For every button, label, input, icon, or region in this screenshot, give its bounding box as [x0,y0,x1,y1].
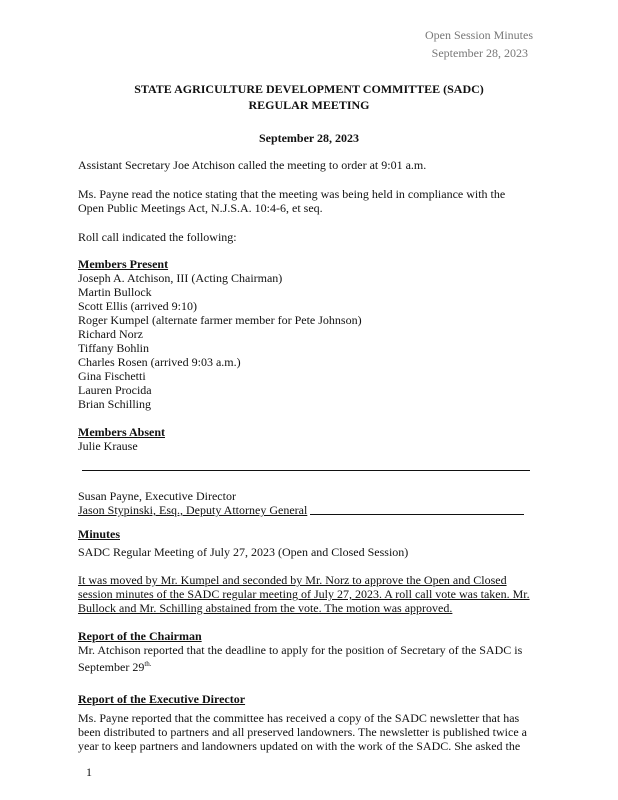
member-present: Gina Fischetti [78,369,146,383]
member-present: Richard Norz [78,327,143,341]
minutes-motion-line-3: Bullock and Mr. Schilling abstained from the vote. The motion was approved. [78,601,453,615]
chairman-report-line-1: Mr. Atchison reported that the deadline to apply for the position of Secretary of the SADC is [78,643,523,657]
minutes-motion-line-2: session minutes of the SADC regular meeting of July 27, 2023. A roll call vote was taken. Mr. [78,587,530,601]
director-report-line-3: year to keep partners and landowners updated on with the work of the SADC. She asked the [78,739,521,753]
document-title: STATE AGRICULTURE DEVELOPMENT COMMITTEE (SADC) [134,82,484,96]
director-report-line-2: been distributed to partners and all preserved landowners. The newsletter is published twice a [78,725,527,739]
notice-line-1: Ms. Payne read the notice stating that the meeting was being held in compliance with the [78,187,506,201]
staff-executive-director: Susan Payne, Executive Director [78,489,236,503]
member-present: Tiffany Bohlin [78,341,150,355]
page-number: 1 [86,765,92,779]
running-header-date: September 28, 2023 [431,46,528,60]
document-subtitle: REGULAR MEETING [248,98,370,112]
ordinal-suffix: th. [144,660,152,668]
members-absent-heading: Members Absent [78,425,165,439]
members-present-heading: Members Present [78,257,169,271]
member-absent: Julie Krause [78,439,138,453]
staff-deputy-attorney-general: Jason Stypinski, Esq., Deputy Attorney General [78,503,308,517]
director-report-heading: Report of the Executive Director [78,692,246,706]
director-report-line-1: Ms. Payne reported that the committee has received a copy of the SADC newsletter that has [78,711,520,725]
roll-call: Roll call indicated the following: [78,230,237,244]
minutes-subject: SADC Regular Meeting of July 27, 2023 (Open and Closed Session) [78,545,409,559]
chairman-report-date: September 29 [78,660,145,674]
chairman-report-line-2 [78,657,152,674]
member-present: Martin Bullock [78,285,152,299]
member-present: Joseph A. Atchison, III (Acting Chairman) [78,271,283,285]
notice-line-2: Open Public Meetings Act, N.J.S.A. 10:4-6, et seq. [78,201,323,215]
section-divider [82,470,530,471]
running-header-title: Open Session Minutes [425,28,533,42]
meeting-date: September 28, 2023 [258,131,360,145]
member-present: Brian Schilling [78,397,151,411]
chairman-report-heading: Report of the Chairman [78,629,202,643]
signature-line [310,514,524,515]
member-present: Lauren Procida [78,383,152,397]
minutes-heading: Minutes [78,527,120,541]
member-present: Roger Kumpel (alternate farmer member for Pete Johnson) [78,313,362,327]
member-present: Scott Ellis (arrived 9:10) [78,299,197,313]
member-present: Charles Rosen (arrived 9:03 a.m.) [78,355,241,369]
minutes-motion-line-1: It was moved by Mr. Kumpel and seconded by Mr. Norz to approve the Open and Closed [78,573,507,587]
call-to-order: Assistant Secretary Joe Atchison called the meeting to order at 9:01 a.m. [78,158,427,172]
